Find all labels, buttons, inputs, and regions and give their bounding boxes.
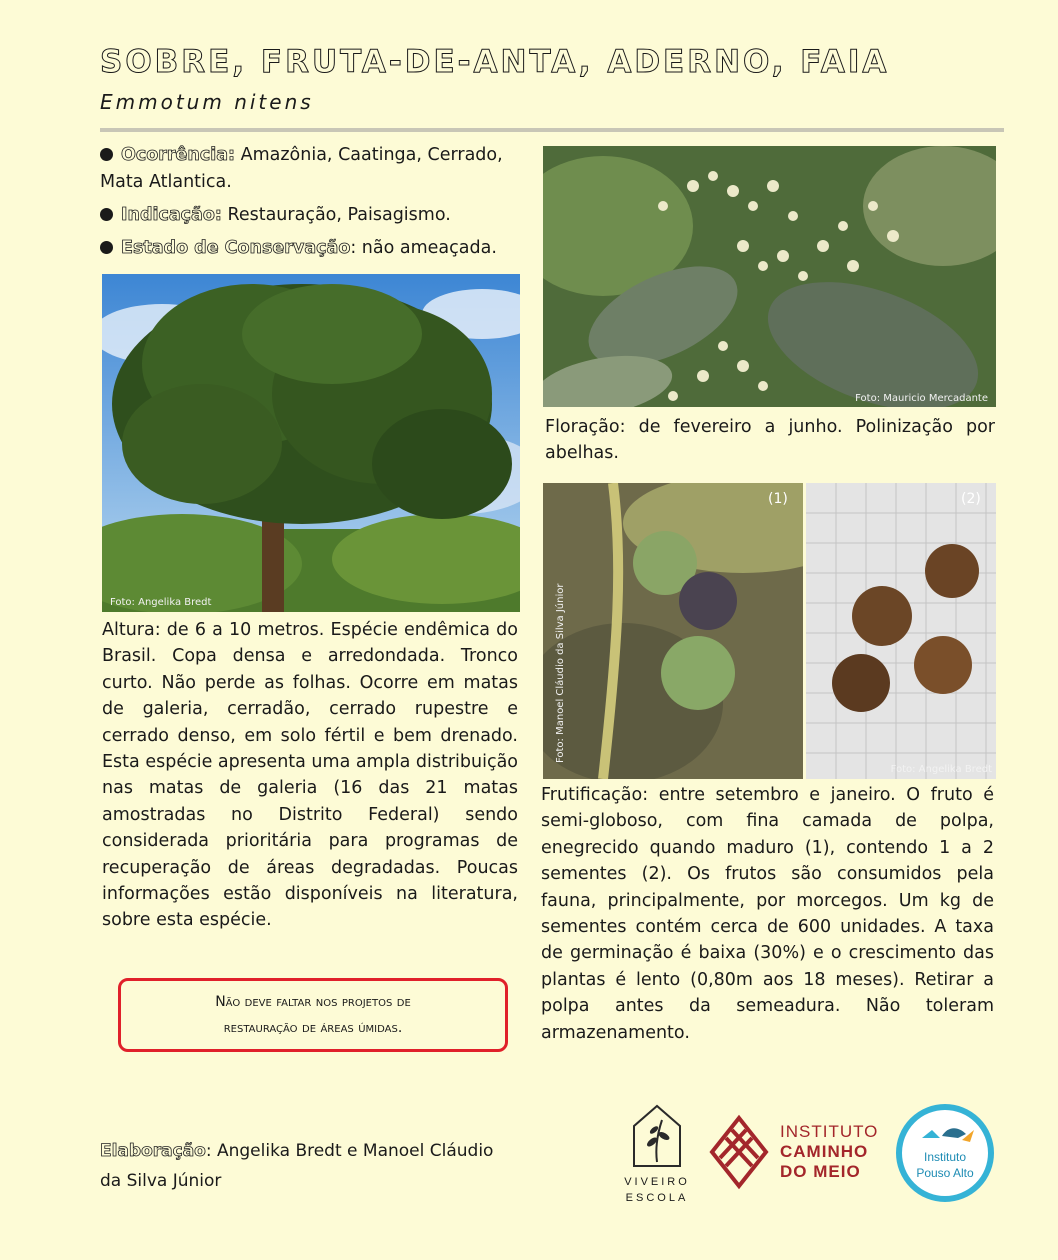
page-title: SOBRE, FRUTA-DE-ANTA, ADERNO, FAIA (100, 44, 890, 80)
restoration-callout (118, 978, 508, 1052)
tree-photo-credit: Foto: Angelika Bredt (110, 597, 212, 608)
indicacao-value: Restauração, Paisagismo. (227, 205, 451, 225)
estado-label: Estado de Conservação (121, 238, 351, 258)
viveiro-text-1: VIVEIRO (624, 1176, 690, 1188)
pouso-alto-logo (896, 1104, 994, 1202)
info-block (100, 142, 530, 262)
viveiro-text-2: ESCOLA (625, 1192, 689, 1204)
pouso-text-1: Instituto (923, 1150, 967, 1164)
species-description: Altura: de 6 a 10 metros. Espécie endêmica do Brasil. Copa densa e arredondada. Tronco curto. Não perde as folhas. Ocorre em matas de galeria, cerradão, cerrado rupestre e cerrado denso, em solo fértil e bem drenado. Esta espécie apresenta uma ampla distribuição nas matas de galeria (16 das 21 matas amostradas no Distrito Federal) sendo considerada prioritária para programas de recuperação de áreas degradadas. Poucas informações estão disponíveis na literatura, sobre esta espécie. (102, 620, 519, 931)
estado-line (100, 235, 530, 262)
scientific-name: Emmotum nitens (100, 90, 314, 114)
caminho-text-2: CAMINHO (780, 1142, 869, 1161)
fruit-photo-1-credit: Foto: Manoel Cláudio da Silva Júnior (555, 583, 566, 763)
fruit-photo-2 (806, 483, 996, 779)
endless-knot-icon (708, 1114, 770, 1190)
ocorrencia-label: Ocorrência: (121, 145, 236, 165)
ocorrencia-value: Amazônia, Caatinga, Cerrado, (240, 145, 503, 165)
bullet-icon (100, 208, 113, 221)
callout-line-2: restauração de áreas úmidas. (223, 1020, 403, 1036)
elaboracao-block (100, 1136, 540, 1196)
indicacao-line (100, 202, 530, 229)
elaboracao-value-2: da Silva Júnior (100, 1171, 222, 1191)
viveiro-escola-logo (624, 1102, 690, 1202)
bullet-icon (100, 241, 113, 254)
indicacao-label: Indicação: (121, 205, 222, 225)
frutificacao-text: Frutificação: entre setembro e janeiro. O fruto é semi-globoso, com fina camada de polpa, enegrecido quando maduro (1), contendo 1 a 2 sementes (2). Os frutos são consumidos pela fauna, principalmente, por morcegos. Um kg de sementes contém cerca de 600 unidades. A taxa de germinação é baixa (30%) e o crescimento das plantas é lento (0,80m aos 18 meses). Retirar a polpa antes da semeadura. Não toleram armazenamento. (541, 785, 994, 1043)
floracao-text: Floração: de fevereiro a junho. Polinização por abelhas. (545, 417, 995, 464)
callout-line-1: Não deve faltar nos projetos de (215, 994, 411, 1010)
viveiro-house-icon (624, 1102, 690, 1170)
bullet-icon (100, 148, 113, 161)
estado-value: : não ameaçada. (350, 238, 497, 258)
ocorrencia-line (100, 142, 530, 196)
pouso-text-2: Pouso Alto (916, 1166, 974, 1180)
fruit-photo-1 (543, 483, 803, 779)
ocorrencia-value-2: Mata Atlantica. (100, 172, 232, 192)
caminho-text-3: DO MEIO (780, 1162, 861, 1181)
flower-photo (543, 146, 996, 407)
flower-photo-credit: Foto: Mauricio Mercadante (855, 393, 988, 404)
elaboracao-label: Elaboração (100, 1141, 206, 1161)
fruit-photo-1-label: (1) (768, 491, 788, 507)
elaboracao-value: : Angelika Bredt e Manoel Cláudio (205, 1141, 494, 1161)
birds-icon (918, 1124, 978, 1148)
header-divider (100, 128, 1004, 132)
fruit-photo-2-credit: Foto: Angelika Bredt (890, 764, 992, 775)
caminho-do-meio-logo (708, 1114, 878, 1194)
fruit-photo-2-label: (2) (961, 491, 981, 507)
tree-photo (102, 274, 520, 612)
caminho-text-1: INSTITUTO (780, 1122, 879, 1141)
